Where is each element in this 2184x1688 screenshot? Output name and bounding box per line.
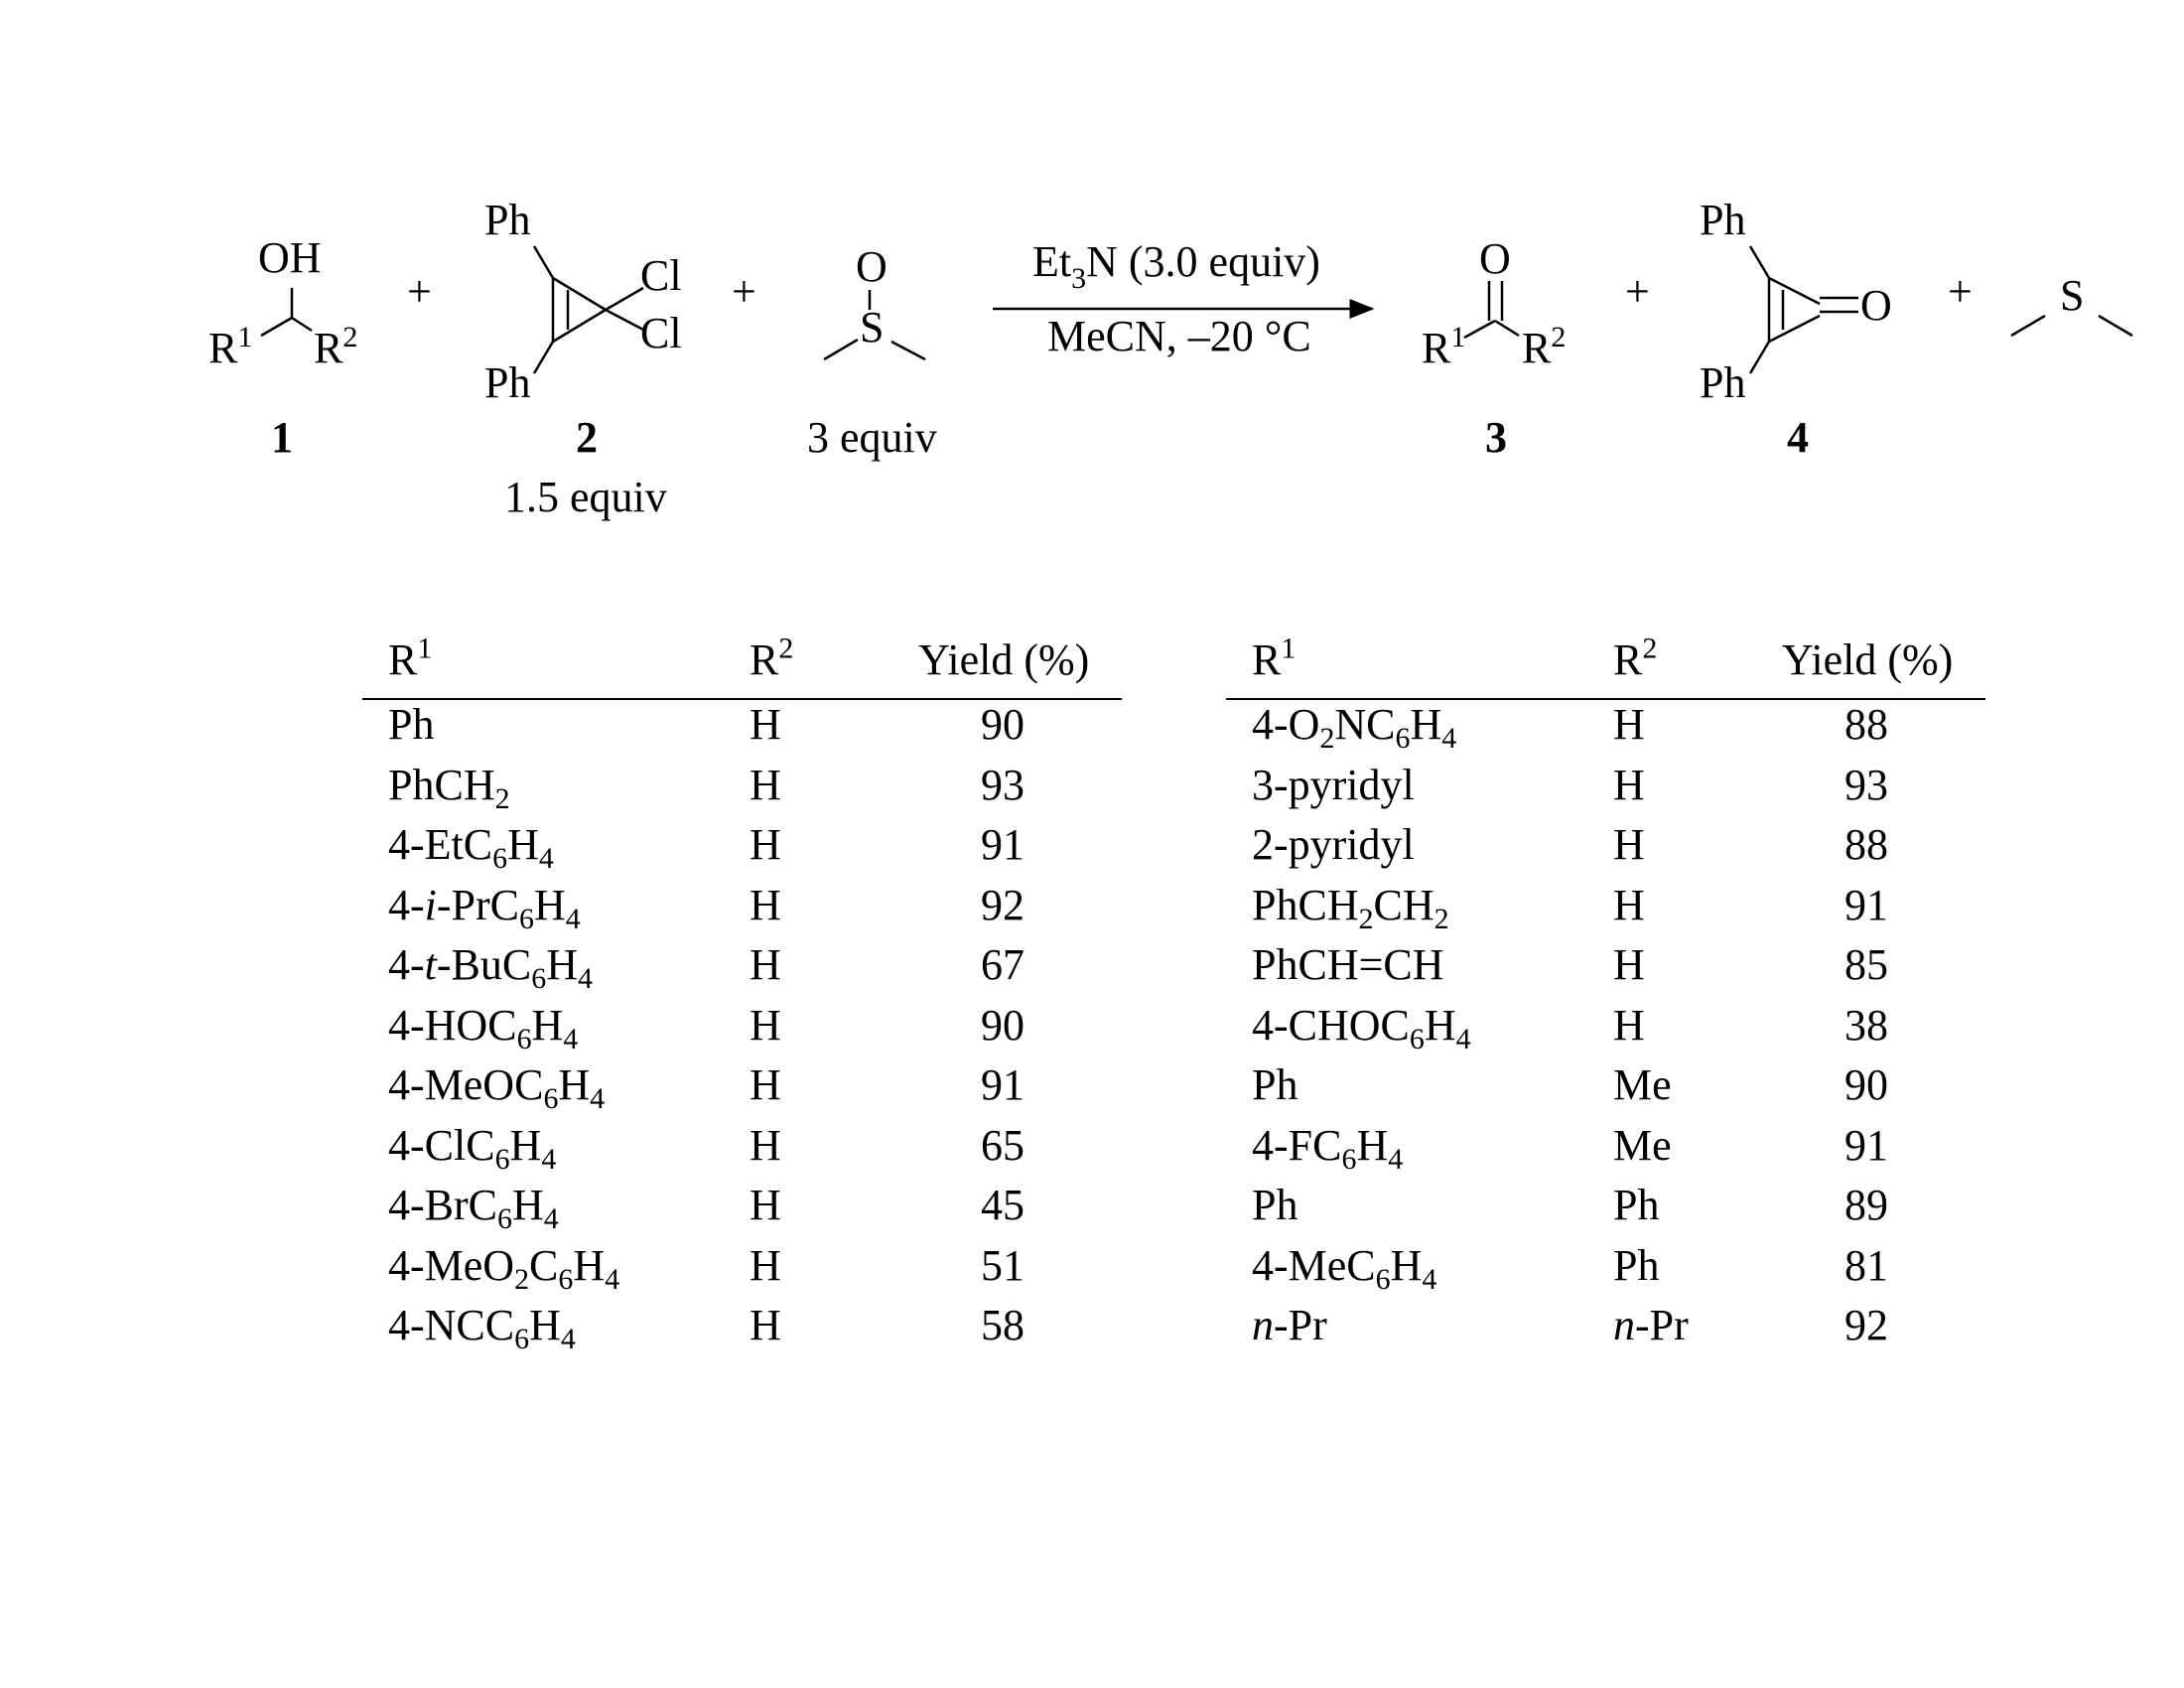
- header-yield: Yield (%): [918, 635, 1090, 684]
- table-cell-r2: H: [1613, 700, 1645, 749]
- ketone-structure: [1464, 281, 1519, 338]
- compound-2-number: 2: [576, 413, 598, 462]
- table-cell-r2: H: [1613, 940, 1645, 989]
- table-cell-yield: 92: [1844, 1301, 1888, 1349]
- alcohol-oh-label: OH: [258, 233, 322, 282]
- table-cell-yield: 91: [981, 1060, 1024, 1109]
- plus-sign-2: +: [732, 267, 756, 316]
- table-cell-r1: Ph: [1252, 1060, 1298, 1109]
- table-cell-r1: $4-MeOC_6H_4$: [388, 1060, 606, 1115]
- table-cell-r1: $4-NCC_6H_4$: [388, 1301, 576, 1355]
- table-cell-yield: 65: [981, 1120, 1024, 1170]
- table-cell-r2: H: [1613, 880, 1645, 929]
- plus-sign-4: +: [1948, 267, 1973, 316]
- table-cell-r2: H: [750, 820, 781, 869]
- cyclopropene-ph-bottom: Ph: [484, 358, 531, 407]
- table-cell-r2: H: [750, 700, 781, 749]
- dmso-equiv: 3 equiv: [807, 413, 937, 462]
- table-cell-yield: 45: [981, 1181, 1024, 1229]
- table-cell-r2: Me: [1613, 1060, 1672, 1109]
- table-cell-yield: 91: [981, 820, 1024, 869]
- table-cell-yield: 90: [1844, 1060, 1888, 1109]
- table-cell-r1: $4-t-BuC_6H_4$: [388, 940, 593, 995]
- cyclopropenone-ph-bottom: Ph: [1700, 358, 1746, 407]
- table-cell-yield: 58: [981, 1301, 1024, 1349]
- table-cell-yield: 51: [981, 1240, 1024, 1290]
- header-r1: $R^1$: [388, 632, 433, 684]
- table-cell-r1: PhCH$_2$: [388, 760, 510, 815]
- table-cell-r2: H: [750, 1000, 781, 1050]
- plus-sign-1: +: [407, 267, 432, 316]
- alcohol-structure: [261, 288, 312, 336]
- table-cell-r1: $4-i-PrC_6H_4$: [388, 880, 581, 935]
- table-cell-r1: $4-ClC_6H_4$: [388, 1120, 557, 1176]
- table-cell-r1: $PhCH_2CH_2$: [1252, 880, 1449, 935]
- table-cell-yield: 81: [1844, 1240, 1888, 1290]
- table-cell-r2: H: [1613, 820, 1645, 869]
- table-cell-r1: $4-MeC_6H_4$: [1252, 1240, 1437, 1296]
- table-cell-r1: PhCH=CH: [1252, 940, 1444, 989]
- table-cell-r1: $4-BrC_6H_4$: [388, 1181, 559, 1235]
- table-cell-r2: Ph: [1613, 1181, 1660, 1229]
- table-cell-yield: 88: [1844, 700, 1888, 749]
- header-r2: $R^2$: [1613, 632, 1658, 684]
- table-cell-r1: 3-pyridyl: [1252, 760, 1415, 809]
- cyclopropene-cl-top: Cl: [640, 251, 682, 300]
- plus-sign-3: +: [1625, 267, 1650, 316]
- reaction-scheme: [0, 0, 2184, 556]
- table-cell-r2: H: [750, 940, 781, 989]
- header-r2: $R^2$: [750, 632, 794, 684]
- dmso-o-label: O: [856, 242, 887, 291]
- table-cell-yield: 85: [1844, 940, 1888, 989]
- cyclopropene-structure: [534, 246, 643, 373]
- conditions-solvent: MeCN, –20 °C: [1047, 312, 1311, 360]
- table-cell-r1: Ph: [1252, 1181, 1298, 1229]
- compound-4-number: 4: [1787, 413, 1809, 462]
- table-cell-yield: 89: [1844, 1181, 1888, 1229]
- table-cell-yield: 93: [981, 760, 1024, 809]
- table-cell-r2: H: [750, 1301, 781, 1349]
- table-cell-r2: H: [1613, 1000, 1645, 1050]
- table-cell-r2: H: [750, 880, 781, 929]
- header-r1: $R^1$: [1252, 632, 1297, 684]
- compound-2-equiv: 1.5 equiv: [504, 473, 667, 521]
- table-cell-yield: 91: [1844, 880, 1888, 929]
- table-cell-yield: 91: [1844, 1120, 1888, 1170]
- table-cell-r1: $4-EtC_6H_4$: [388, 820, 554, 875]
- cyclopropenone-o-label: O: [1860, 281, 1892, 330]
- table-cell-yield: 67: [981, 940, 1024, 989]
- table-cell-r1: $4-FC_6H_4$: [1252, 1120, 1404, 1176]
- cyclopropenone-structure: [1750, 246, 1858, 373]
- table-cell-r2: H: [750, 1181, 781, 1229]
- table-cell-r1: n-Pr: [1252, 1301, 1327, 1349]
- ketone-r2-label: $R^2$: [1522, 321, 1567, 372]
- cyclopropene-cl-bottom: Cl: [640, 309, 682, 357]
- table-cell-r2: Ph: [1613, 1240, 1660, 1290]
- table-cell-r2: H: [750, 1120, 781, 1170]
- table-cell-r1: Ph: [388, 700, 435, 749]
- alcohol-r1-label: $R^1$: [208, 321, 253, 372]
- table-cell-r1: 2-pyridyl: [1252, 820, 1415, 869]
- substrate-table-left: [362, 632, 1122, 1370]
- table-cell-yield: 88: [1844, 820, 1888, 869]
- compound-3-number: 3: [1485, 413, 1507, 462]
- header-yield: Yield (%): [1782, 635, 1954, 684]
- table-cell-r1: $4-HOC_6H_4$: [388, 1000, 579, 1055]
- table-cell-yield: 92: [981, 880, 1024, 929]
- table-cell-r2: n-Pr: [1613, 1301, 1689, 1349]
- table-cell-yield: 93: [1844, 760, 1888, 809]
- cyclopropenone-ph-top: Ph: [1700, 196, 1746, 244]
- ketone-o-label: O: [1479, 234, 1511, 283]
- table-cell-r2: H: [750, 760, 781, 809]
- table-cell-r1: $4-CHOC_6H_4$: [1252, 1000, 1471, 1055]
- compound-1-number: 1: [271, 413, 293, 462]
- alcohol-r2-label: $R^2$: [314, 321, 358, 372]
- cyclopropene-ph-top: Ph: [484, 196, 531, 244]
- ketone-r1-label: $R^1$: [1422, 321, 1466, 372]
- table-cell-r2: H: [1613, 760, 1645, 809]
- table-cell-yield: 38: [1844, 1000, 1888, 1050]
- table-cell-yield: 90: [981, 700, 1024, 749]
- conditions-reagent: $Et_3N$ (3.0 equiv): [1032, 237, 1320, 295]
- table-cell-r2: H: [750, 1240, 781, 1290]
- dmso-s-label: S: [860, 303, 885, 352]
- substrate-table-right: [1226, 632, 1985, 1370]
- dms-s-label: S: [2060, 271, 2085, 320]
- table-cell-r2: H: [750, 1060, 781, 1109]
- table-cell-r2: Me: [1613, 1120, 1672, 1170]
- table-cell-yield: 90: [981, 1000, 1024, 1050]
- table-cell-r1: $4-O_2NC_6H_4$: [1252, 700, 1457, 755]
- table-cell-r1: $4-MeO_2C_6H_4$: [388, 1240, 620, 1296]
